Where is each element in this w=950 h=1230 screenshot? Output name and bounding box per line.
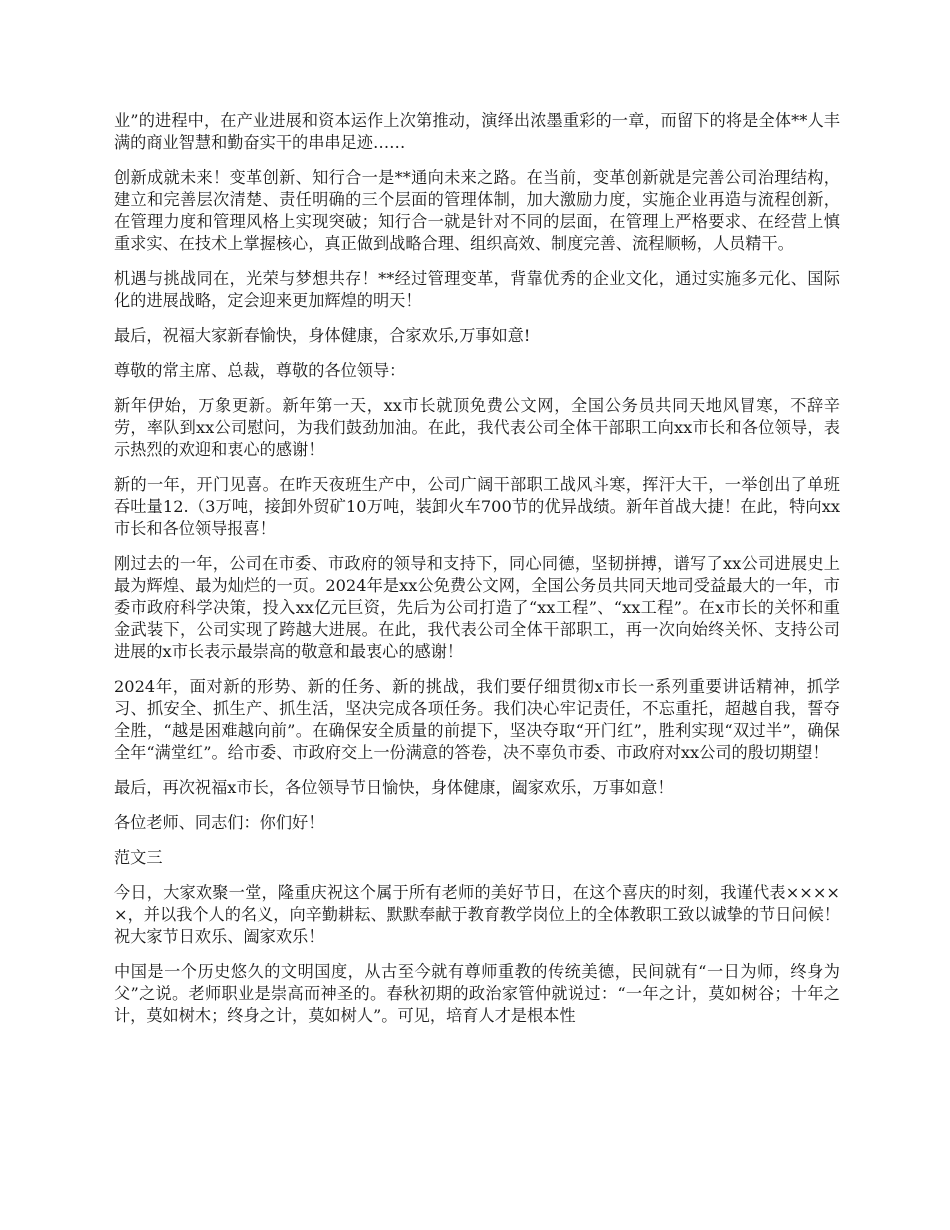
paragraph: 机遇与挑战同在，光荣与梦想共存！**经过管理变革，背靠优秀的企业文化，通过实施多元化、国际化的进展战略，定会迎来更加辉煌的明天！	[114, 269, 840, 310]
paragraph: 中国是一个历史悠久的文明国度，从古至今就有尊师重教的传统美德，民间就有“一日为师，终身为父”之说。老师职业是崇高而神圣的。春秋初期的政治家管仲就说过：“一年之计，莫如树谷；十年之计，莫如树木；终身之计，莫如树人”。可见，培育人才是根本性	[114, 962, 840, 1025]
paragraph: 业”的进程中，在产业进展和资本运作上次第推动，演绎出浓墨重彩的一章，而留下的将是全体**人丰满的商业智慧和勤奋实干的串串足迹……	[114, 111, 840, 152]
paragraph: 创新成就未来！变革创新、知行合一是**通向未来之路。在当前，变革创新就是完善公司治理结构，建立和完善层次清楚、责任明确的三个层面的管理体制，加大激励力度，实施企业再造与流程创新，在管理力度和管理风格上实现突破；知行合一就是针对不同的层面，在管理上严格要求、在经营上慎重求实、在技术上掌握核心，真正做到战略合理、组织高效、制度完善、流程顺畅，人员精干。	[114, 168, 840, 253]
paragraph: 2024年，面对新的形势、新的任务、新的挑战，我们要仔细贯彻x市长一系列重要讲话精神，抓学习、抓安全、抓生产、抓生活，坚决完成各项任务。我们决心牢记责任，不忘重托，超越自我，誓夺全胜，“越是困难越向前”。在确保安全质量的前提下，坚决夺取“开门红”，胜利实现“双过半”，确保全年“满堂红”。给市委、市政府交上一份满意的答卷，决不辜负市委、市政府对xx公司的殷切期望！	[114, 677, 840, 762]
paragraph: 新的一年，开门见喜。在昨天夜班生产中，公司广阔干部职工战风斗寒，挥汗大干，一举创出了单班吞吐量12.（3万吨，接卸外贸矿10万吨，装卸火车700节的优异战绩。新年首战大捷！在此，特向xx市长和各位领导报喜！	[114, 475, 840, 538]
document-page	[114, 110, 840, 1040]
paragraph: 最后，祝福大家新春愉快，身体健康，合家欢乐,万事如意!	[114, 326, 531, 345]
salutation: 各位老师、同志们：你们好！	[114, 813, 325, 832]
salutation: 尊敬的常主席、总裁，尊敬的各位领导：	[114, 361, 406, 380]
section-heading: 范文三	[114, 848, 163, 867]
paragraph: 新年伊始，万象更新。新年第一天，xx市长就顶免费公文网，全国公务员共同天地风冒寒，不辞辛劳，率队到xx公司慰问，为我们鼓劲加油。在此，我代表公司全体干部职工向xx市长和各位领导，表示热烈的欢迎和衷心的感谢！	[114, 396, 840, 459]
paragraph: 刚过去的一年，公司在市委、市政府的领导和支持下，同心同德，坚韧拼搏，谱写了xx公司进展史上最为辉煌、最为灿烂的一页。2024年是xx公免费公文网，全国公务员共同天地司受益最大的一年，市委市政府科学决策，投入xx亿元巨资，先后为公司打造了“xx工程”、“xx工程”。在x市长的关怀和重金武装下，公司实现了跨越大进展。在此，我代表公司全体干部职工，再一次向始终关怀、支持公司进展的x市长表示最崇高的敬意和最衷心的感谢！	[114, 554, 840, 661]
paragraph: 最后，再次祝福x市长，各位领导节日愉快，身体健康，阖家欢乐，万事如意！	[114, 778, 674, 797]
paragraph: 今日，大家欢聚一堂，隆重庆祝这个属于所有老师的美好节日，在这个喜庆的时刻，我谨代表×××××，并以我个人的名义，向辛勤耕耘、默默奉献于教育教学岗位上的全体教职工致以诚挚的节日问候！祝大家节日欢乐、阖家欢乐！	[114, 883, 840, 946]
